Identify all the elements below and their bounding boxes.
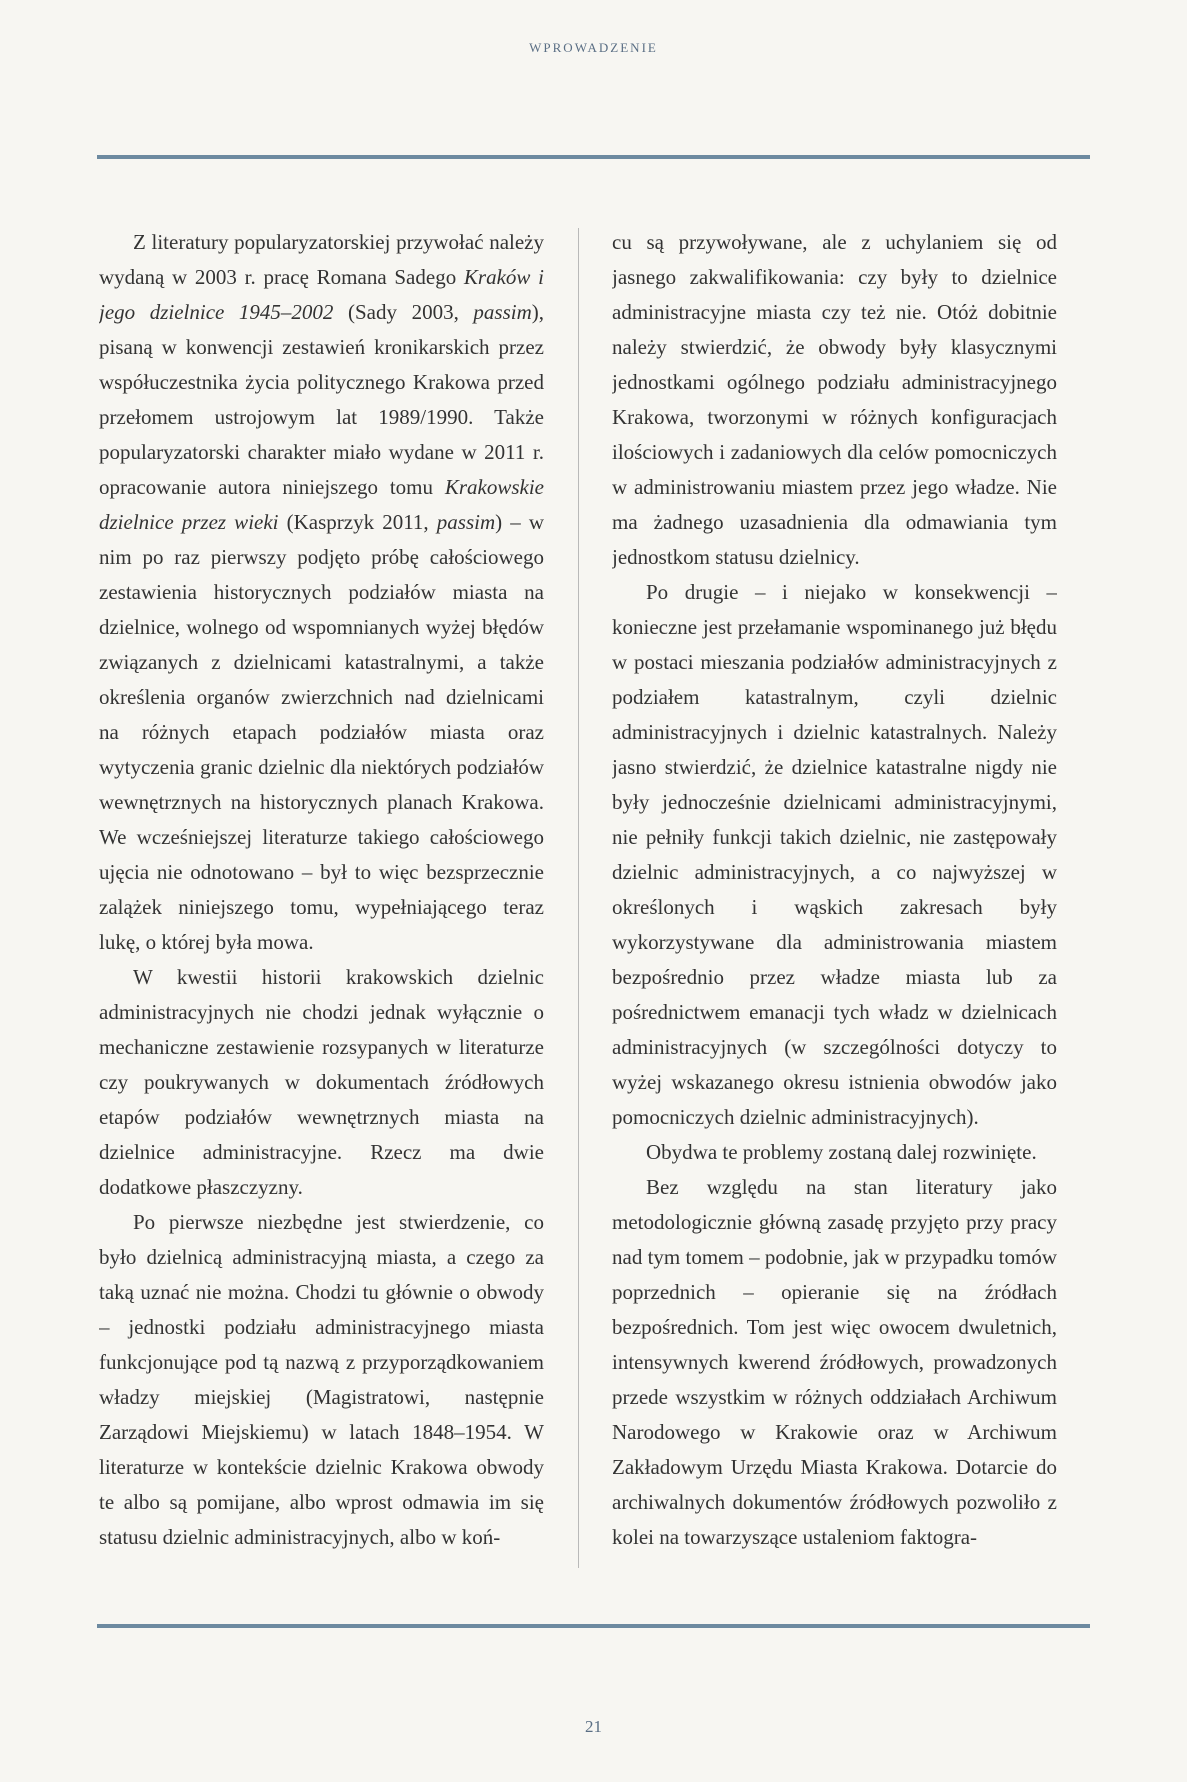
paragraph: Obydwa te problemy zostaną dalej rozwinięte. xyxy=(646,1140,1037,1164)
book-title: Kraków i jego dzielnice 1945–2002 xyxy=(99,265,544,324)
citation-term: passim xyxy=(436,510,496,534)
paragraph xyxy=(99,225,544,960)
left-column xyxy=(99,225,544,1555)
column-divider xyxy=(578,228,579,1568)
paragraph-text: (Sady 2003, xyxy=(333,300,474,324)
running-header: WPROWADZENIE xyxy=(529,40,658,55)
paragraph: Po pierwsze niezbędne jest stwierdzenie, co było dzielnicą administracyjną miasta, a czego za taką uznać nie można. Chodzi tu głównie o obwody – jednostki podziału administracyjnego miasta funkcjonujące pod tą nazwą z przyporządkowaniem władzy miejskiej (Magistratowi, następnie Zarządowi Miejskiemu) w latach 1848–1954. W literaturze w kontekście dzielnic Krakowa obwody te albo są pomijane, albo wprost odmawia im się statusu dzielnic administracyjnych, albo w koń- xyxy=(99,1210,544,1549)
book-title: Krakowskie dzielnice przez wieki xyxy=(99,475,544,534)
citation-term: passim xyxy=(473,300,532,324)
paragraph-text: ), pisaną w konwencji zestawień kronikarskich przez współuczestnika życia politycznego Krakowa przed przełomem ustrojowym lat 1989/1990. Także popularyzatorski charakter miało wydane w 2011 r. opracowanie autora niniejszego tomu xyxy=(99,300,544,499)
page-number: 21 xyxy=(585,1717,602,1736)
right-column xyxy=(612,225,1057,1555)
paragraph-text: (Kasprzyk 2011, xyxy=(278,510,437,534)
paragraph-text: Z literatury popularyzatorskiej przywołać należy wydaną w 2003 r. pracę Romana Sadego xyxy=(99,230,544,289)
paragraph: cu są przywoływane, ale z uchylaniem się od jasnego zakwalifikowania: czy były to dzielnice administracyjne miasta czy też nie. Otóż dobitnie należy stwierdzić, że obwody były klasycznymi jednostkami ogólnego podziału administracyjnego Krakowa, tworzonymi w różnych konfiguracjach ilościowych i zadaniowych dla celów pomocniczych w administrowaniu miastem przez jego władze. Nie ma żadnego uzasadnienia dla odmawiania tym jednostkom statusu dzielnicy. xyxy=(612,230,1057,569)
paragraph: Po drugie – i niejako w konsekwencji – konieczne jest przełamanie wspominanego już błędu w postaci mieszania podziałów administracyjnych z podziałem katastralnym, czyli dzielnic administracyjnych i dzielnic katastralnych. Należy jasno stwierdzić, że dzielnice katastralne nigdy nie były jednocześnie dzielnicami administracyjnymi, nie pełniły funkcji takich dzielnic, nie zastępowały dzielnic administracyjnych, a co najwyższej w określonych i wąskich zakresach były wykorzystywane dla administrowania miastem bezpośrednio przez władze miasta lub za pośrednictwem emanacji tych władz w dzielnicach administracyjnych (w szczególności dotyczy to wyżej wskazanego okresu istnienia obwodów jako pomocniczych dzielnic administracyjnych). xyxy=(612,580,1057,1129)
paragraph-text: ) – w nim po raz pierwszy podjęto próbę całościowego zestawienia historycznych podziałów miasta na dzielnice, wolnego od wspomnianych wyżej błędów związanych z dzielnicami katastralnymi, a także określenia organów zwierzchnich nad dzielnicami na różnych etapach podziałów miasta oraz wytyczenia granic dzielnic dla niektórych podziałów wewnętrznych na historycznych planach Krakowa. We wcześniejszej literaturze takiego całościowego ujęcia nie odnotowano – był to więc bezsprzecznie zalążek niniejszego tomu, wypełniającego teraz lukę, o której była mowa. xyxy=(99,510,544,954)
paragraph: W kwestii historii krakowskich dzielnic administracyjnych nie chodzi jednak wyłącznie o mechaniczne zestawienie rozsypanych w literaturze czy poukrywanych w dokumentach źródłowych etapów podziałów wewnętrznych miasta na dzielnice administracyjne. Rzecz ma dwie dodatkowe płaszczyzny. xyxy=(99,965,544,1199)
paragraph: Bez względu na stan literatury jako metodologicznie główną zasadę przyjęto przy pracy nad tym tomem – podobnie, jak w przypadku tomów poprzednich – opieranie się na źródłach bezpośrednich. Tom jest więc owocem dwuletnich, intensywnych kwerend źródłowych, prowadzonych przede wszystkim w różnych oddziałach Archiwum Narodowego w Krakowie oraz w Archiwum Zakładowym Urzędu Miasta Krakowa. Dotarcie do archiwalnych dokumentów źródłowych pozwoliło z kolei na towarzyszące ustaleniom faktogra- xyxy=(612,1175,1057,1549)
top-rule xyxy=(97,155,1090,159)
bottom-rule xyxy=(97,1624,1090,1628)
